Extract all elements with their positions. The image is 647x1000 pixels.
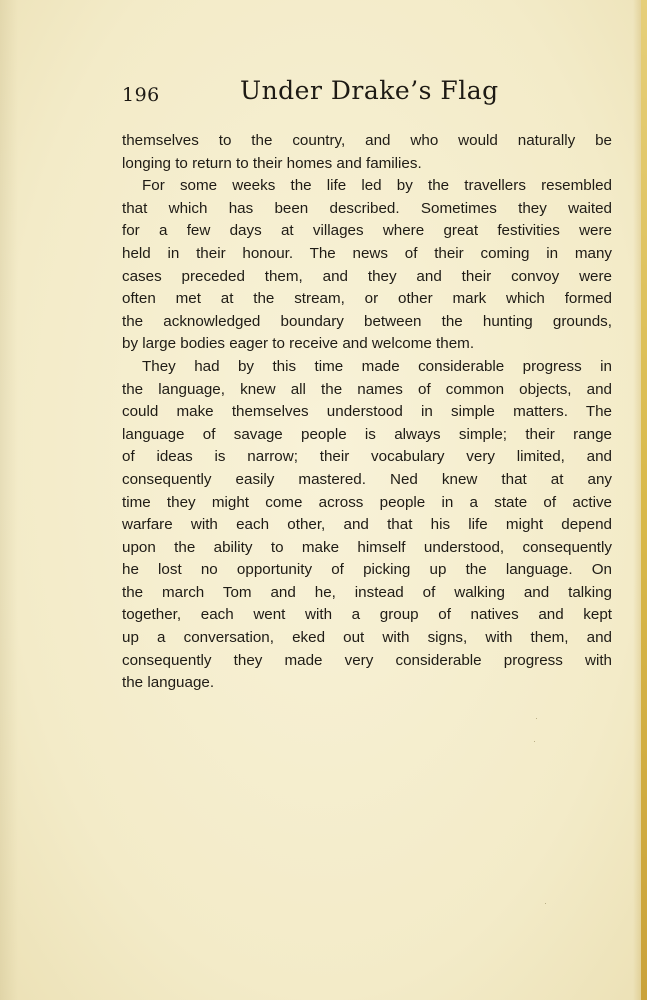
text-line: time they might come across people in a state of active xyxy=(122,493,612,511)
text-line: for a few days at villages where great festivities were xyxy=(122,222,612,240)
page-number: 196 xyxy=(122,84,160,106)
text-line: could make themselves understood in simple matters. The xyxy=(122,403,612,421)
book-title: Under Drake’s Flag xyxy=(240,76,499,105)
paper-speck xyxy=(536,718,537,719)
text-line: longing to return to their homes and families. xyxy=(122,154,422,172)
text-line: often met at the stream, or other mark which formed xyxy=(122,290,612,308)
text-line: consequently they made very considerable progress with xyxy=(122,651,612,669)
paper-speck xyxy=(545,903,546,904)
text-line: of ideas is narrow; their vocabulary very limited, and xyxy=(122,448,612,466)
body-text xyxy=(122,130,612,695)
text-line: They had by this time made considerable progress in xyxy=(142,357,612,375)
paper-speck xyxy=(534,741,535,742)
running-head xyxy=(122,76,512,116)
text-line: themselves to the country, and who would naturally be xyxy=(122,132,612,149)
text-line: warfare with each other, and that his life might depend xyxy=(122,516,612,534)
text-line: cases preceded them, and they and their convoy were xyxy=(122,267,612,285)
text-line: together, each went with a group of natives and kept xyxy=(122,606,612,624)
text-line: held in their honour. The news of their coming in many xyxy=(122,244,612,262)
text-line: the march Tom and he, instead of walking and talking xyxy=(122,583,612,601)
text-line: the acknowledged boundary between the hunting grounds, xyxy=(122,312,612,330)
text-line: consequently easily mastered. Ned knew that at any xyxy=(122,470,612,488)
text-line: the language. xyxy=(122,674,215,692)
text-line: that which has been described. Sometimes they waited xyxy=(122,199,612,217)
page-edge xyxy=(641,0,647,1000)
text-line: upon the ability to make himself understood, consequently xyxy=(122,538,612,556)
text-line: the language, knew all the names of common objects, and xyxy=(122,380,612,398)
text-line: by large bodies eager to receive and welcome them. xyxy=(122,335,475,353)
text-line: he lost no opportunity of picking up the language. On xyxy=(122,561,612,579)
text-line: For some weeks the life led by the travellers resembled xyxy=(142,177,612,195)
text-line: language of savage people is always simple; their range xyxy=(122,425,612,443)
text-line: up a conversation, eked out with signs, with them, and xyxy=(122,629,612,647)
